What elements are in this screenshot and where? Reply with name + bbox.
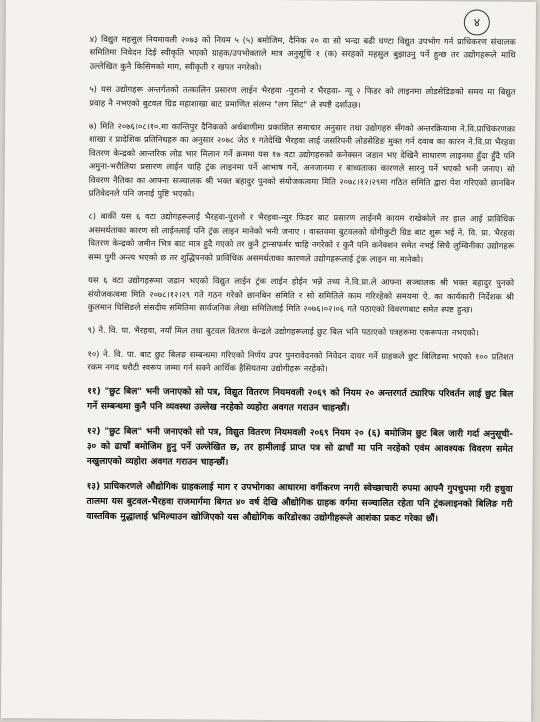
document-body [86, 33, 515, 537]
paragraph-p7: ७) मिति २०७६।०८।१०.मा कान्तिपुर दैनिकको अर्थबाणीमा प्रकाशित समाचार अनुसार तथा उद्योगहरु सँगको अन्तरक्रियामा ने.वि.प्राधिकरणका शाखा र प्रादेशिक प्रतिनिधहरु का अनुसार २०७८ जेठ १ गतेदेखि भैरहवा लाई जसरिपनी लोडसेडिङ मुक्त गर्न दवाब का कारन ने.वि.प्रा भैरहवा वितरण केन्द्रको आन्तरिक लोड भार मिलान गर्ने क्रममा यस १७ वटा उद्योगहरुको कनेक्सन जडान भए देखिनै साधारण लाइनमा हुँदा हुँदै पनि अमुना-भरौलिया प्रसारण लाईन चाहि ट्रंक लाइनमा पर्ने आभाष गर्ने, अनजानमा र बाध्यताका कारणले सारनु पर्ने भएको भनी जनाए। सो विवरण नैतिका का आफ्ना सञ्चालक श्री भक्त बहादुर पुनको संयोजकत्वमा मिति २०७८।१२।२९मा गठित समिति द्वारा पेश गरिएको छानबिन प्रतिवेदनले पनि जनाई पुष्टि भएको। [88, 120, 516, 199]
paragraph-p5: ५) यस उद्योगहरू अन्तर्गतको तत्कालिन प्रसारण लाईन भैरहवा -पुरानो र भैरहवा- न्यू २ फिडर को लाइनमा लोडसेडिङको समय मा बिद्युत प्रवाह नै नभएको बुटवल ग्रिड महाशाखा बाट प्रमाणित संलग्न "लग सिट" ले स्पष्टै दर्शाउछ। [89, 83, 516, 110]
paragraph-p8: ८) बाकीं यस ६ वटा उद्योगहरूलाई भैरहवा-पुरानो र भैरहवा-न्युर फिडर बाट प्रसारण लाईनमै कायम राखेकोले तर हाल आई प्राविधिक असमर्थताका कारण सो लाईनलाई पनि ट्रंक लाइन मानेको भनी जनाए । वास्तवमा बुटवलको योगीकुटी ग्रिड बाट शुरू भई ने. वि. प्रा. भैरहवा वितरण केन्द्रको जमीन भित्र बाट मात्र हुदै गएको तर कुनै ट्रान्सफर्मर चाहि नगरेको र कुनै पनि कनेक्शन समेत नभई सिधै लुम्बिनीका उद्योगहरू सम्म पुगी अन्त्य भएको छ तर शुद्धिपनको प्राविधिक असमर्थताका कारणले उद्योगहरूलाई ट्रंक लाइन मा मानेको। [88, 211, 515, 264]
paragraph-p10: १०) ने. वि. पा. बाट छुट बिलङ सम्बन्धमा गरिएको निर्णय उपर पुनरावेदनको निवेदन दायर गर्ने ग्राहकले छुट बिलिङमा भएको १०० प्रतिशत रकम नगद धरौटी स्वरूप जम्मा गर्न सक्ने आर्थिक हैसियतमा उद्योगीहरू नरहेको। [87, 348, 514, 374]
paragraph-p12: १२) "छुट बिल" भनी जनाएको सो पत्र, विद्युत वितरण नियमवली २०६९ नियम २० (६) बमोजिम छुट बिल जारी गर्दा अनुसूची- ३० को ढाचाँ बमोजिम हुनु पर्ने उल्लेखित छ, तर हामीलाई प्राप्त पत्र सो ढाचाँ मा पनि नरहेको एवंम आवश्यक विवरण समेत नखुलाएको व्यहोरा अवगत गराउन चाहन्छौं। [86, 426, 514, 468]
paragraph-p4: ४) विद्युत महसुल नियमावली २०७३ को नियम ५ (५) बमोजिम, दैनिक २० वा सो भन्दा बढी घण्टा विद्युत उपभोग गर्न प्राधिकरण संचालक समितिमा निवेदन दिई स्वीकृति भएको ग्राहक/उपभोक्ताले मात्र अनुसूचि १ (क) सरहको महसुल बुझाउनु पर्ने हुन्छ तर उद्योगहरूले माथि उल्लेखित कुनै किसिमको माग, स्वीकृती र खपत नगरेको। [89, 33, 516, 72]
paragraph-p11: ११) "छुट बिल" भनी जनाएको सो पत्र, विद्युत वितरण नियमवली २०६९ को नियम २० अन्तरगर्त ट्यारिफ परिवर्तन लाई छुट बिल गर्ने सम्बन्धमा कुनै पनि व्यवस्था उल्लेख नरहेको व्यहोरा अवगत गराउन चाहन्छौं। [87, 386, 514, 414]
document-page [1, 0, 536, 722]
page-number: ४ [464, 9, 490, 35]
paragraph-p8b: यस ६ वटा उद्योगहरूमा जडान भएको विद्युत लाईन ट्रंक लाईन होईन भन्ने तथ्य ने.वि.प्रा.ले आफ्ना सञ्चालक श्री भक्त बहादुर पुनको संयोजकत्वमा मिति २०७८।१२।२९ गते गठन गरेको छानबिन समिति र सो समितिले काम गरिरहेको समयमा ऐ. का कार्यकारी निर्देशक श्री कुलमान घिसिङले संसदीय समितिमा सार्वजनिक लेखा समितिलाई मिति २०७६।०२।०६ गते पठाएको विवरणबाट समेत स्पष्ट हुन्छ। [87, 274, 515, 315]
paragraph-p9: ९) ने. वि. पा. भैरहवा, नयाँ मिल तथा बुटवल वितरण केन्द्रले उद्योगहरूलाई छुट बिल भनि पठाएको पत्रहरूमा एकरूपता नभएको। [87, 325, 479, 338]
paragraph-p13: १३) प्राधिकरणले औद्योगिक ग्राहकलाई माग र उपभोगका आधारमा वर्गीकरण नगरी स्वेच्छाचारी रुपमा आफ्नै गुपचुपमा गरी हचुवा तालमा यस बुटवल-भैरहवा राजमार्गमा बिगत ४० वर्ष देखि औद्योगिक ग्राहक वर्गमा सञ्चालित रहेता पनि ट्रंकलाइनको बिलिङ गरी वास्तविक मुद्धालाई भ्रमिल्याउन खोजिएको यस औद्योगिक करिडोरका उद्योगीहरूले आशंका प्रकट गरेका छौं। [86, 481, 513, 524]
